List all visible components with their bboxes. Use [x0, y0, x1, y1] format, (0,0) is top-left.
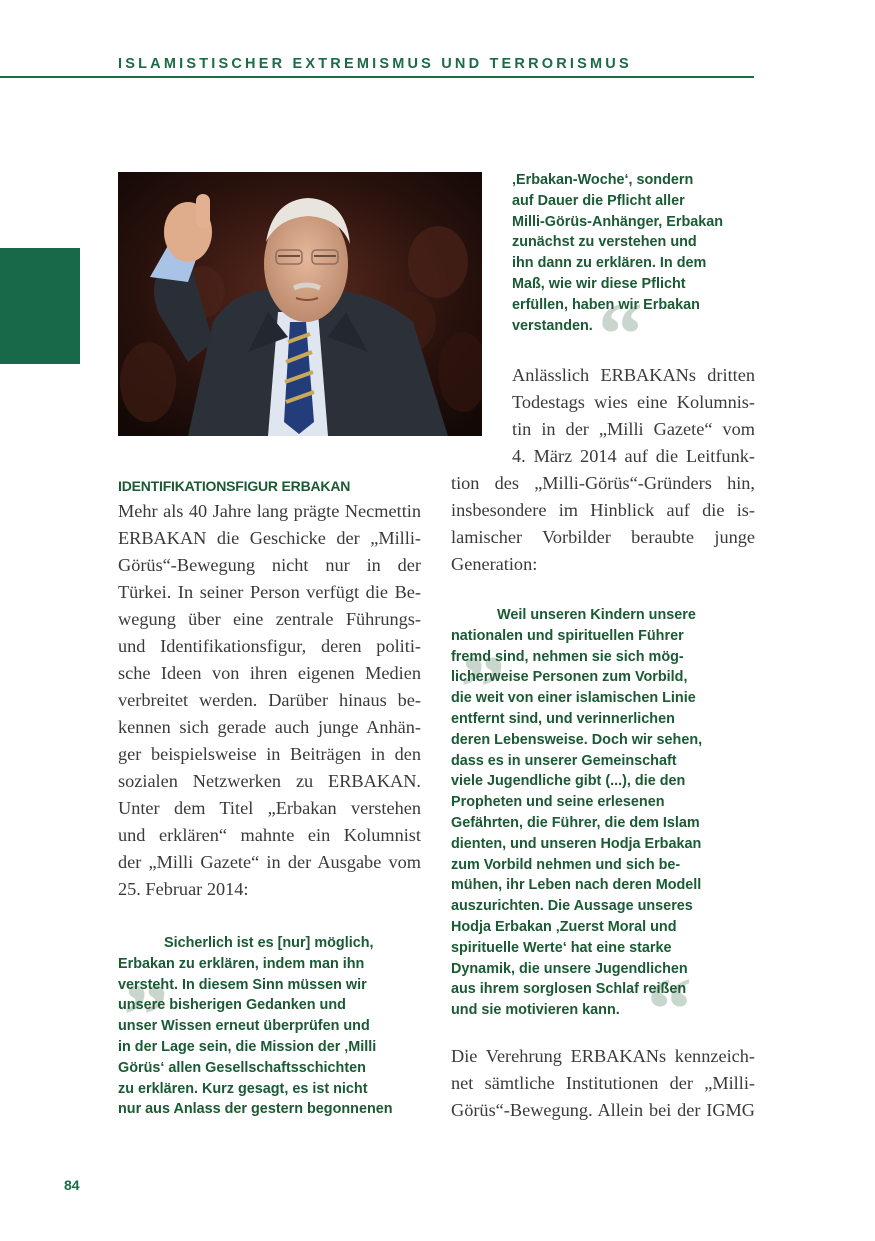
section-heading: IDENTIFIKATIONSFIGUR ERBAKAN [118, 478, 351, 494]
opening-quote-mark: „ [124, 920, 163, 1019]
erbakan-photo [118, 172, 482, 436]
closing-quote-mark: “ [647, 960, 686, 1059]
quote-left: „ Sicherlich ist es [nur] möglich, Erbakan zu erklären, indem man ihn versteht. In diesem Sinn müssen wir unsere bisherigen Gedanken und unser Wissen erneut überprüfen und in der Lage sein, die Mission der ‚Milli Görüs‘ allen Gesellschaftsschichten zu erklären. Kurz gesagt, es ist nicht nur aus Anlass der gestern begonnenen [118, 920, 393, 1118]
page-number: 84 [64, 1177, 80, 1193]
quote-right: „ “ Weil unseren Kindern unsere nationalen und spirituellen Führer fremd sind, nehmen sie sich mög- licherweise Personen zum Vorbild, die weit von einer islamischen Linie entfernt sind, und verinnerlichen deren Lebensweise. Doch wir sehen, dass es in unserer Gemeinschaft viele Jugendliche gibt (...), die den Propheten und seine erlesenen Gefährten, die Führer, die dem Islam dienten, und unseren Hodja Erbakan zum Vorbild nehmen und sich be- mühen, ihr Leben nach deren Modell auszurichten. Die Aussage unseres Hodja Erbakan ‚Zuerst Moral und spirituelle Werte‘ hat eine starke Dynamik, die unsere Jugendlichen aus ihrem sorglosen Schlaf reißen und sie motivieren kann. [451, 592, 703, 1059]
quote-top-right: “ ‚Erbakan-Woche‘, sondern auf Dauer die Pflicht aller Milli-Görüs-Anhänger, Erbakan zunächst zu verstehen und ihn dann zu erklären. In dem Maß, wie wir diese Pflicht erfüllen, haben wir Erbakan verstanden. [512, 172, 724, 384]
chapter-tab-marker [0, 248, 80, 364]
opening-quote-mark: „ [461, 592, 500, 691]
left-body-paragraph: Mehr als 40 Jahre lang prägte Necmettin ERBAKAN die Geschicke der „Milli- Görüs“-Bewegung nicht nur in der Türkei. In seiner Person verfügt die Be- wegung über eine zentrale Führungs- und Identifikationsfigur, deren politi- sche Ideen von ihren eigenen Medien verbreitet werden. Darüber hinaus be- kennen sich gerade auch junge Anhän- ger beispielsweise in Beiträgen in den sozialen Netzwerken zu ERBAKAN. Unter dem Titel „Erbakan verstehen und erklären“ mahnte ein Kolumnist der „Milli Gazete“ in der Ausgabe vom 25. Februar 2014: [118, 501, 421, 899]
running-title: ISLAMISTISCHER EXTREMISMUS UND TERRORISMUS [118, 56, 632, 72]
header-rule [0, 76, 754, 78]
right-body-paragraph-2: Die Verehrung ERBAKANs kennzeich- net sämtliche Institutionen der „Milli- Görüs“-Bewegung. Allein bei der IGMG [451, 1046, 755, 1120]
closing-quote-mark: “ [598, 285, 637, 384]
right-body-paragraph-1-wide: tion des „Milli-Görüs“-Gründers hin, insbesondere im Hinblick auf die is- lamischer Vorbilder beraubte junge Generation: [451, 473, 755, 574]
right-body-paragraph-1: Anlässlich ERBAKANs dritten Todestags wies eine Kolumnis- tin in der „Milli Gazete“ vom 4. März 2014 auf die Leitfunk- [512, 365, 755, 466]
